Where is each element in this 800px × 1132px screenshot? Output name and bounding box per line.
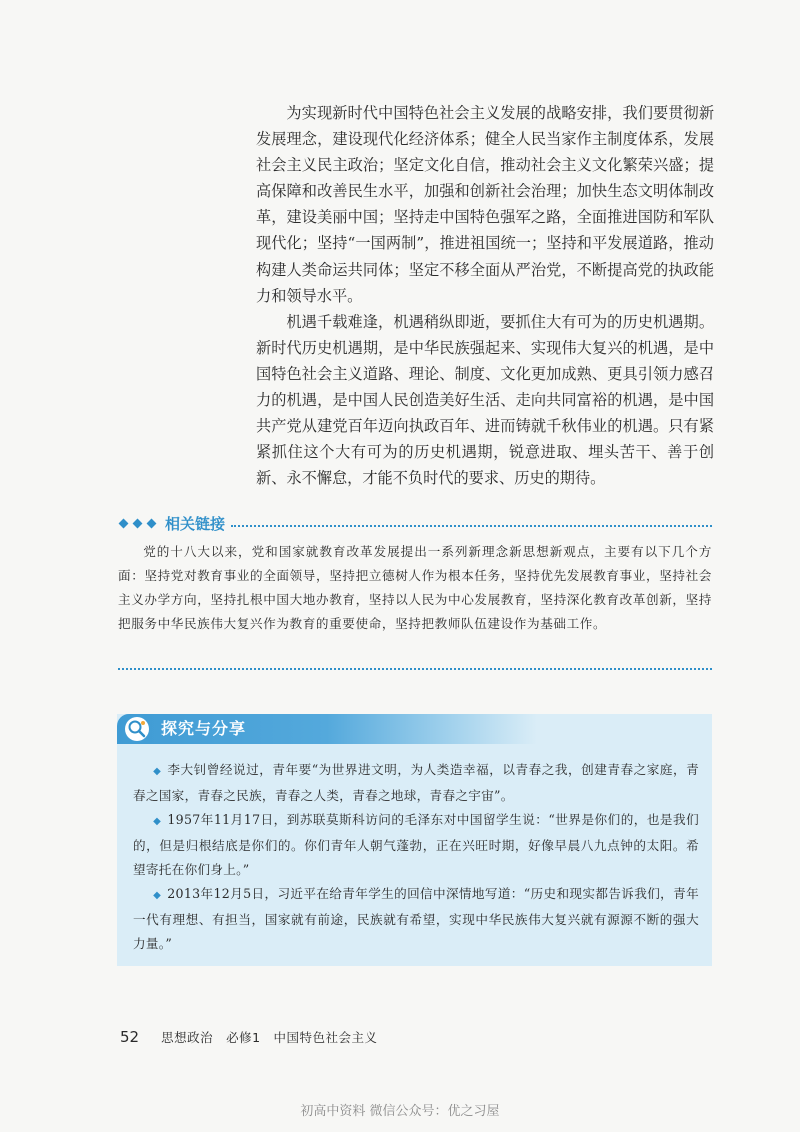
explore-share-box [117,714,712,966]
related-links-header [118,512,712,534]
related-links-body: 党的十八大以来，党和国家就教育改革发展提出一系列新理念新思想新观点，主要有以下几个方面：坚持党对教育事业的全面领导，坚持把立德树人作为根本任务，坚持优先发展教育事业，坚持社会主义办学方向，坚持扎根中国大地办教育，坚持以人民为中心发展教育，坚持深化教育改革创新，坚持把服务中华民族伟大复兴作为教育的重要使命，坚持把教师队伍建设作为基础工作。 [118,544,712,631]
diamond-bullets-icon [118,520,157,527]
book-title: 思想政治 必修1 中国特色社会主义 [161,1030,378,1045]
main-paragraph: 为实现新时代中国特色社会主义发展的战略安排，我们要贯彻新发展理念，建设现代化经济体系；健全人民当家作主制度体系，发展社会主义民主政治；坚定文化自信，推动社会主义文化繁荣兴盛；提高保障和改善民生水平，加强和创新社会治理；加快生态文明体制改革，建设美丽中国；坚持走中国特色强军之路，全面推进国防和军队现代化；坚持“一国两制”，推进祖国统一；坚持和平发展道路，推动构建人类命运共同体；坚定不移全面从严治党，不断提高党的执政能力和领导水平。 [256,104,714,305]
page-footer [120,1028,378,1046]
related-links-title: 相关链接 [165,514,226,533]
main-paragraph: 机遇千载难逢，机遇稍纵即逝，要抓住大有可为的历史机遇期。新时代历史机遇期，是中华民族强起来、实现伟大复兴的机遇，是中国特色社会主义道路、理论、制度、文化更加成熟、更具引领力感召力的机遇，是中国人民创造美好生活、走向共同富裕的机遇，是中国共产党从建党百年迈向执政百年、进而铸就千秋伟业的机遇。只有紧紧抓住这个大有可为的历史机遇期，锐意进取、埋头苦干、善于创新、永不懈怠，才能不负时代的要求、历史的期待。 [256,312,714,488]
page-number: 52 [120,1028,140,1046]
explore-item: ◆ 1957年11月17日，到苏联莫斯科访问的毛泽东对中国留学生说：“世界是你们的，也是我们的，但是归根结底是你们的。你们青年人朝气蓬勃，正在兴旺时期，好像早晨八九点钟的太阳。希望寄托在你们身上。” [133,812,699,877]
explore-item: ◆ 2013年12月5日，习近平在给青年学生的回信中深情地写道：“历史和现实都告诉我们，青年一代有理想、有担当，国家就有前途，民族就有希望，实现中华民族伟大复兴就有源源不断的强大力量。” [133,886,699,951]
explore-item: ◆ 李大钊曾经说过，青年要“为世界进文明，为人类造幸福，以青春之我，创建青春之家庭，青春之国家，青春之民族，青春之人类，青春之地球，青春之宇宙”。 [133,762,699,803]
related-links-box [118,512,712,636]
diamond-bullet-icon: ◆ [153,890,162,901]
dotted-divider [118,668,712,670]
explore-share-header [117,714,712,744]
watermark-text: 初高中资料 微信公众号：优之习屋 [300,1104,500,1119]
explore-share-body [133,758,699,956]
dotted-divider [231,525,712,527]
main-text [256,100,714,491]
diamond-bullet-icon: ◆ [153,816,162,827]
diamond-bullet-icon: ◆ [153,766,162,777]
magnifier-icon [125,717,149,741]
explore-share-title: 探究与分享 [161,719,247,738]
